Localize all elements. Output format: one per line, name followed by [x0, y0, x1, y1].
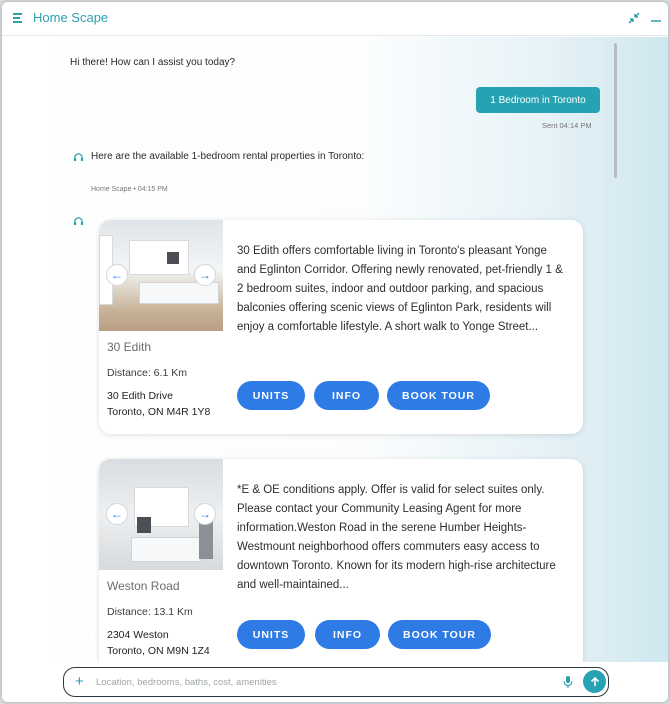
- bot-greeting: Hi there! How can I assist you today?: [70, 57, 236, 68]
- arrow-left-icon[interactable]: ←: [106, 503, 128, 525]
- chat-window: [2, 2, 668, 702]
- microphone-icon[interactable]: [562, 675, 574, 689]
- bot-reply: Here are the available 1-bedroom rental properties in Toronto:: [91, 151, 365, 162]
- minimize-icon[interactable]: [648, 10, 664, 26]
- units-button[interactable]: UNITS: [237, 620, 305, 649]
- collapse-icon[interactable]: [626, 10, 642, 26]
- headset-icon: [73, 214, 84, 225]
- scrollbar[interactable]: [614, 43, 617, 178]
- listing-name: 30 Edith: [107, 340, 152, 354]
- message-input[interactable]: [96, 672, 546, 692]
- listing-distance: Distance: 6.1 Km: [107, 367, 187, 379]
- composer: [2, 662, 668, 702]
- user-message-meta: Sent 04:14 PM: [542, 121, 592, 130]
- listing-description: *E & OE conditions apply. Offer is valid for select suites only. Please contact your Community Leasing Agent for more information.Weston Road in the serene Humber Heights-Westmount neighborhood offers commuters easy access to downtown Toronto. Known for its modern high-rise architecture and well-maintained...: [237, 484, 556, 591]
- app-title: Home Scape: [33, 10, 109, 25]
- plus-icon[interactable]: +: [75, 673, 84, 690]
- listing-description: 30 Edith offers comfortable living in Toronto's pleasant Yonge and Eglinton Corridor. Offering newly renovated, pet-friendly 1 & 2 bedroom suites, indoor and outdoor parking, and spacious balconies offering scenic views of Eglinton Park, residents will enjoy a comfortable lifestyle. A short walk to Yonge Street...: [237, 245, 563, 333]
- headset-icon: [73, 150, 84, 161]
- composer-box: [63, 667, 609, 697]
- listing-address: [107, 627, 210, 659]
- listing-card: [99, 220, 583, 434]
- info-button[interactable]: INFO: [314, 381, 379, 410]
- header: [2, 2, 668, 36]
- arrow-left-icon[interactable]: ←: [106, 264, 128, 286]
- send-button[interactable]: [583, 670, 606, 693]
- menu-icon[interactable]: [13, 13, 25, 23]
- book-tour-button[interactable]: BOOK TOUR: [387, 381, 490, 410]
- address-line-1: 30 Edith Drive: [107, 390, 173, 402]
- listing-address: [107, 388, 210, 420]
- listing-distance: Distance: 13.1 Km: [107, 606, 193, 618]
- address-line-1: 2304 Weston: [107, 629, 169, 641]
- listing-name: Weston Road: [107, 579, 180, 593]
- chat-thread[interactable]: [2, 37, 668, 662]
- units-button[interactable]: UNITS: [237, 381, 305, 410]
- arrow-up-icon: [589, 676, 601, 688]
- listing-card: [99, 459, 583, 662]
- arrow-right-icon[interactable]: →: [194, 503, 216, 525]
- bot-reply-meta: Home Scape • 04:15 PM: [91, 186, 168, 193]
- user-message: 1 Bedroom in Toronto: [476, 87, 600, 113]
- address-line-2: Toronto, ON M4R 1Y8: [107, 406, 211, 418]
- arrow-right-icon[interactable]: →: [194, 264, 216, 286]
- book-tour-button[interactable]: BOOK TOUR: [388, 620, 491, 649]
- address-line-2: Toronto, ON M9N 1Z4: [107, 645, 210, 657]
- info-button[interactable]: INFO: [315, 620, 380, 649]
